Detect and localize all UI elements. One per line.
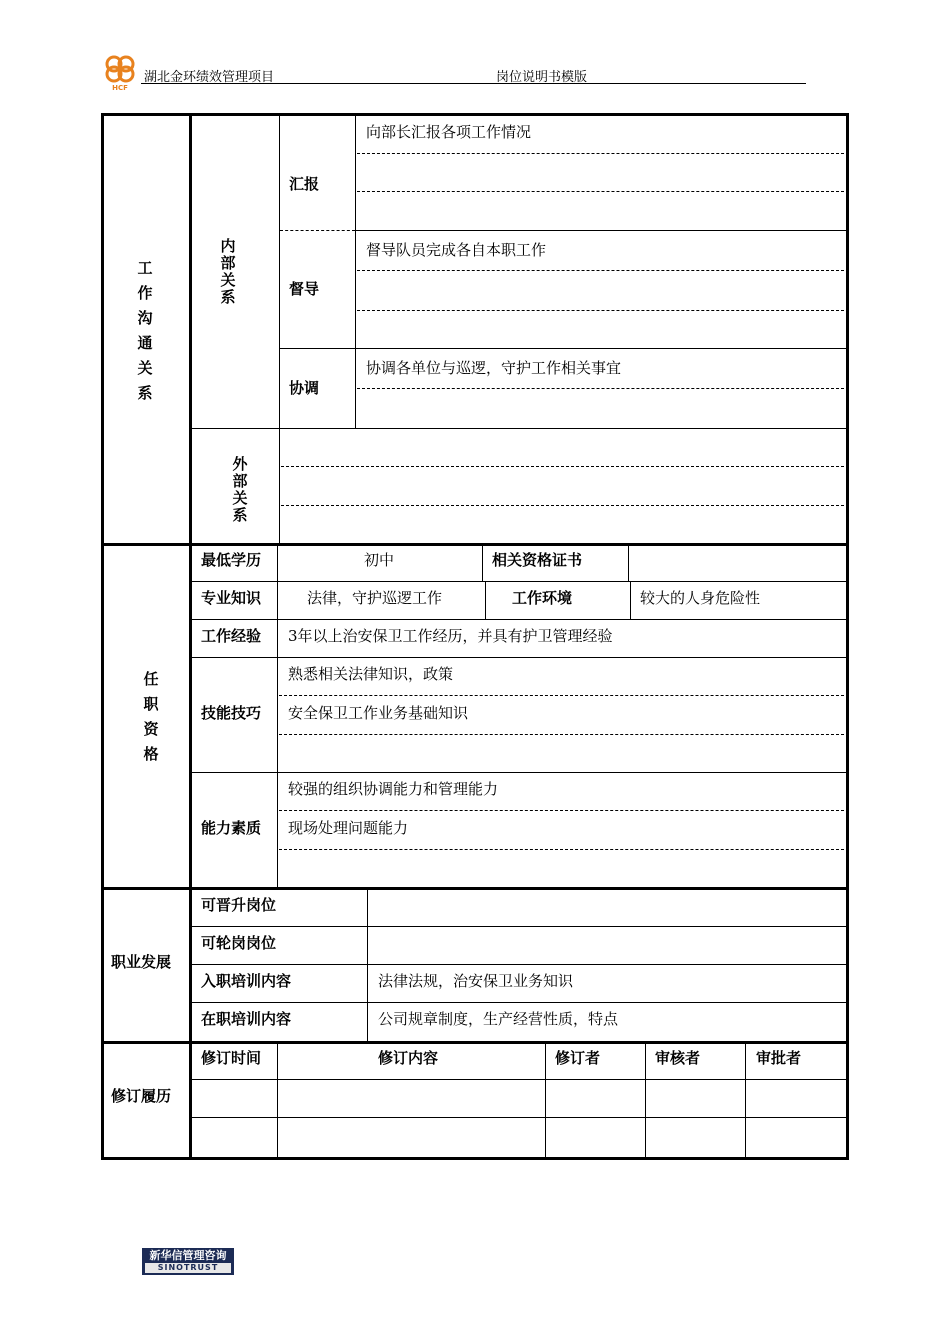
company-logo [100, 52, 140, 92]
revision-column-header: 审核者 [655, 1049, 701, 1067]
header-rule [141, 83, 806, 84]
svg-text:HCF: HCF [112, 84, 128, 92]
education-label: 最低学历 [201, 551, 262, 569]
coordinate-label: 协调 [289, 379, 320, 397]
education-value: 初中 [364, 551, 395, 569]
supervise-text: 督导队员完成各自本职工作 [366, 241, 547, 259]
ability-item: 现场处理问题能力 [288, 819, 409, 837]
environment-label: 工作环境 [512, 589, 573, 607]
supervise-label: 督导 [289, 280, 320, 298]
coordinate-text: 协调各单位与巡逻，守护工作相关事宜 [366, 359, 622, 377]
skill-item: 熟悉相关法律知识，政策 [288, 665, 454, 683]
skills-label: 技能技巧 [201, 704, 262, 722]
certificate-label: 相关资格证书 [492, 551, 583, 569]
skill-item: 安全保卫工作业务基础知识 [288, 704, 469, 722]
external-relations-label: 外部关系 [232, 455, 248, 524]
qualification-section-label: 任职资格 [143, 670, 159, 763]
promotion-label: 可晋升岗位 [201, 896, 277, 914]
report-text: 向部长汇报各项工作情况 [366, 123, 532, 141]
career-section-label: 职业发展 [111, 953, 172, 971]
onboard-training-label: 入职培训内容 [201, 972, 292, 990]
communication-section-label: 工作沟通关系 [137, 259, 153, 402]
project-name: 湖北金环绩效管理项目 [144, 70, 275, 85]
onboard-training-value: 法律法规，治安保卫业务知识 [378, 972, 574, 990]
experience-value: 3年以上治安保卫工作经历，并具有护卫管理经验 [288, 627, 613, 645]
revision-column-header: 修订内容 [378, 1049, 439, 1067]
knowledge-value: 法律，守护巡逻工作 [307, 589, 443, 607]
revision-column-header: 修订者 [555, 1049, 601, 1067]
knowledge-label: 专业知识 [201, 589, 262, 607]
onjob-training-value: 公司规章制度，生产经营性质，特点 [378, 1010, 619, 1028]
environment-value: 较大的人身危险性 [640, 589, 761, 607]
onjob-training-label: 在职培训内容 [201, 1010, 292, 1028]
internal-relations-label: 内部关系 [220, 237, 236, 306]
ability-label: 能力素质 [201, 819, 262, 837]
rotation-label: 可轮岗岗位 [201, 934, 277, 952]
revision-column-header: 修订时间 [201, 1049, 262, 1067]
ability-item: 较强的组织协调能力和管理能力 [288, 780, 499, 798]
consultancy-logo [142, 1248, 234, 1275]
revision-column-header: 审批者 [756, 1049, 802, 1067]
experience-label: 工作经验 [201, 627, 262, 645]
report-label: 汇报 [289, 175, 320, 193]
consultancy-name-cn: 新华信管理咨询 [149, 1249, 227, 1262]
consultancy-name-en: SINOTRUST [145, 1263, 231, 1273]
document-title: 岗位说明书模版 [496, 70, 588, 85]
revision-section-label: 修订履历 [111, 1087, 172, 1105]
